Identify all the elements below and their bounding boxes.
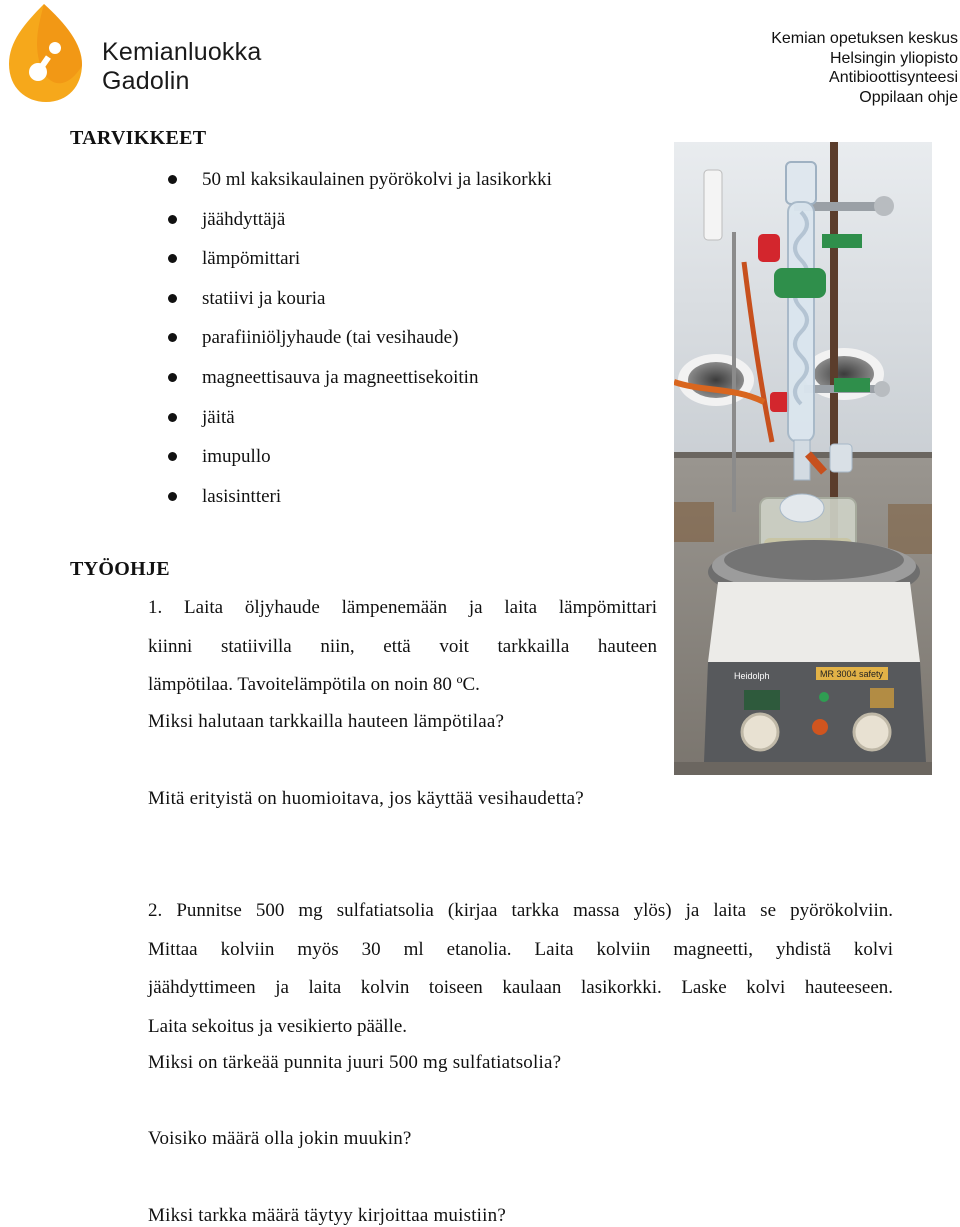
list-item: imupullo	[148, 437, 552, 477]
list-item: jäitä	[148, 398, 552, 438]
step-2-line: 2. Punnitse 500 mg sulfatiatsolia (kirjaa tarkka massa ylös) ja laita se pyörökolviin.	[148, 900, 893, 921]
kemianluokka-gadolin-logo	[4, 4, 294, 104]
document-header-info	[771, 29, 958, 107]
apparatus-photo	[674, 142, 932, 775]
question-1: Miksi halutaan tarkkailla hauteen lämpötilaa?	[148, 711, 505, 732]
step-2-line: jäähdyttimeen ja laita kolvin toiseen kaulaan lasikorkki. Laske kolvi hauteeseen.	[148, 977, 893, 998]
bullet-icon	[168, 373, 177, 382]
step-1-paragraph	[148, 589, 657, 705]
question-2: Mitä erityistä on huomioitava, jos käyttää vesihaudetta?	[148, 788, 584, 809]
bullet-icon	[168, 492, 177, 501]
list-item: statiivi ja kouria	[148, 279, 552, 319]
step-1-line: lämpötilaa. Tavoitelämpötila on noin 80 ºC.	[148, 674, 480, 695]
materials-heading: TARVIKKEET	[70, 127, 207, 149]
reflux-apparatus-image	[674, 142, 932, 775]
bullet-icon	[168, 294, 177, 303]
logo-line2: Gadolin	[102, 67, 190, 95]
gadolin-logo-icon	[4, 4, 86, 104]
bullet-icon	[168, 333, 177, 342]
list-item: magneettisauva ja magneettisekoitin	[148, 358, 552, 398]
materials-list	[148, 160, 552, 516]
question-4: Voisiko määrä olla jokin muukin?	[148, 1128, 412, 1149]
header-doc-type-line: Oppilaan ohje	[859, 88, 958, 106]
header-university-line: Helsingin yliopisto	[829, 49, 958, 67]
bullet-icon	[168, 254, 177, 263]
instructions-heading: TYÖOHJE	[70, 558, 170, 580]
step-1-line: 1. Laita öljyhaude lämpenemään ja laita lämpömittari	[148, 597, 657, 618]
list-item: jäähdyttäjä	[148, 200, 552, 240]
logo-line1: Kemianluokka	[102, 38, 262, 66]
bullet-icon	[168, 452, 177, 461]
list-item: lasisintteri	[148, 477, 552, 517]
stirrer-model: MR 3004 safety	[820, 669, 884, 679]
list-item: parafiiniöljyhaude (tai vesihaude)	[148, 318, 552, 358]
question-3: Miksi on tärkeää punnita juuri 500 mg sulfatiatsolia?	[148, 1052, 562, 1073]
list-item: 50 ml kaksikaulainen pyörökolvi ja lasikorkki	[148, 160, 552, 200]
step-2-line: Mittaa kolviin myös 30 ml etanolia. Laita kolviin magneetti, yhdistä kolvi	[148, 938, 893, 960]
step-2-line: Laita sekoitus ja vesikierto päälle.	[148, 1015, 408, 1037]
stirrer-brand: Heidolph	[734, 671, 770, 681]
bullet-icon	[168, 175, 177, 184]
header-topic-line: Antibioottisynteesi	[829, 69, 958, 86]
header-institution-line: Kemian opetuksen keskus	[771, 30, 958, 47]
step-1-line: kiinni statiivilla niin, että voit tarkkailla hauteen	[148, 635, 657, 657]
bullet-icon	[168, 215, 177, 224]
list-item: lämpömittari	[148, 239, 552, 279]
bullet-icon	[168, 413, 177, 422]
step-2-paragraph	[148, 892, 893, 1046]
question-5: Miksi tarkka määrä täytyy kirjoittaa muistiin?	[148, 1205, 506, 1226]
